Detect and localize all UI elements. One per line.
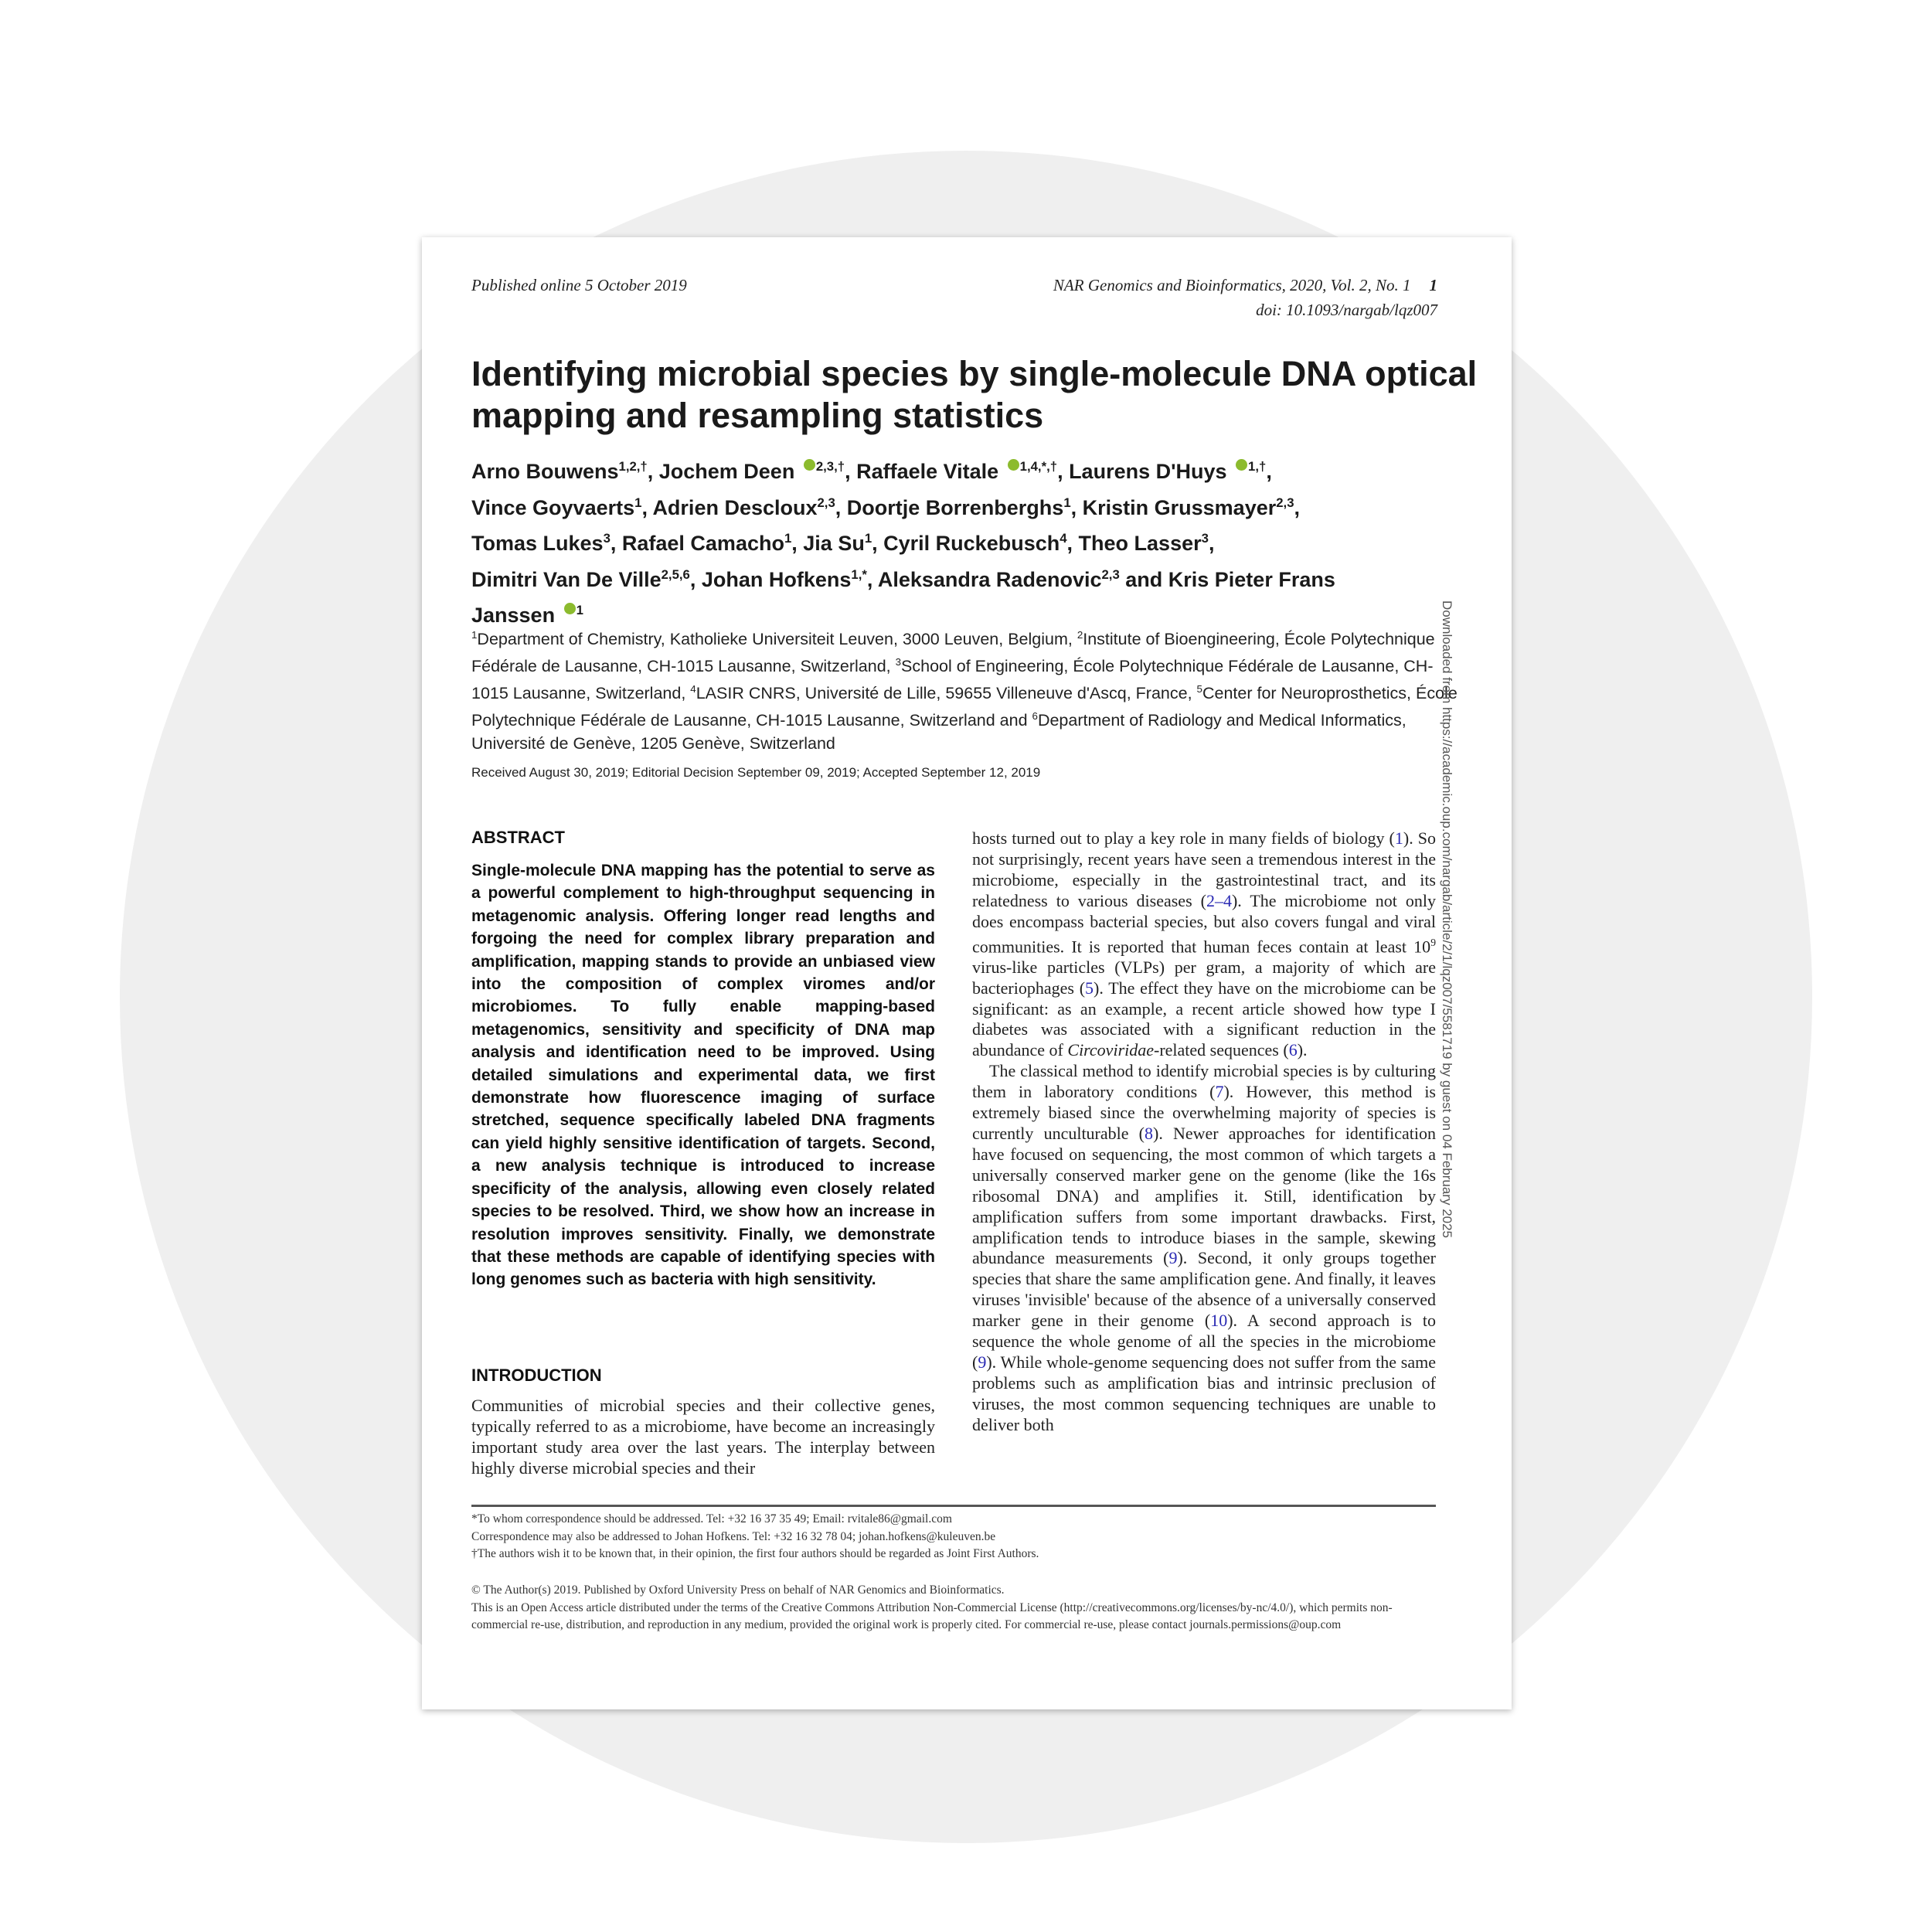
introduction-text: Communities of microbial species and their collective genes, typically referred to as a microbiome, have become an increasingly important study area over the last years. The interplay between highly diverse microbial species and their [471, 1396, 935, 1478]
introduction-heading: INTRODUCTION [471, 1366, 602, 1385]
author-superscript: 3 [1201, 531, 1209, 546]
author-name: , Jochem Deen [647, 460, 801, 483]
orcid-icon[interactable] [1236, 459, 1247, 471]
author-superscript: 1 [1063, 495, 1071, 510]
body-text: ). However, this method is extremely biased since the overwhelming majority of species is currently unculturable ( [972, 1082, 1436, 1144]
author-list [471, 451, 1468, 631]
affiliation-text: School of Engineering, École Polytechnique Fédérale de Lausanne, CH-1015 Lausanne, Switzerland, [471, 657, 1434, 703]
reference-link[interactable]: 2–4 [1206, 890, 1232, 910]
author-name: , Johan Hofkens [689, 567, 852, 591]
body-text: hosts turned out to play a key role in many fields of biology ( [972, 828, 1395, 848]
body-text: ). So not surprisingly, recent years have seen a tremendous interest in the microbiome, especially in the gastrointestinal tract, and its relatedness to various diseases ( [972, 828, 1437, 910]
body-paragraph [972, 1061, 1436, 1435]
body-paragraph [972, 828, 1436, 1061]
author-name: and Kris Pieter Frans [1119, 567, 1335, 591]
page-number: 1 [1429, 276, 1437, 294]
reference-link[interactable]: 8 [1145, 1124, 1154, 1144]
author-superscript: 1 [634, 495, 642, 510]
author-name: , Jia Su [791, 532, 865, 555]
affiliation-number: 1 [471, 629, 478, 641]
journal-citation [1053, 276, 1437, 295]
orcid-icon[interactable] [1008, 459, 1019, 471]
author-separator: , [1266, 460, 1272, 483]
abstract-heading: ABSTRACT [471, 828, 565, 847]
author-name: , Laurens D'Huys [1057, 460, 1233, 483]
footnote-rule [471, 1505, 1436, 1507]
paper-page [422, 237, 1512, 1709]
author-name: Vince Goyvaerts [471, 495, 635, 519]
published-date: Published online 5 October 2019 [471, 276, 687, 294]
orcid-icon[interactable] [564, 603, 576, 614]
author-name: , Raffaele Vitale [845, 460, 1005, 483]
author-name: , Theo Lasser [1066, 532, 1202, 555]
reference-link[interactable]: 9 [978, 1352, 987, 1372]
author-superscript: 2,3 [1101, 566, 1120, 582]
author-name: , Aleksandra Radenovic [866, 567, 1102, 591]
body-text: ). Newer approaches for identification have focused on sequencing, the most common of which targets a universally conserved marker gene on the genome (like the 16s ribosomal DNA) and amplifies it. Still, identification by amplification suffers from some important drawbacks. First, amplification tends to introduce biases in the sample, skewing abundance measurements ( [972, 1124, 1436, 1268]
journal-name: NAR Genomics and Bioinformatics, 2020, Vol. 2, No. 1 [1053, 276, 1411, 294]
orcid-icon[interactable] [804, 459, 815, 471]
affiliation-number: 2 [1077, 629, 1083, 641]
author-separator: , [1208, 532, 1215, 555]
paper-title: Identifying microbial species by single-molecule DNA optical mapping and resampling statistics [471, 354, 1478, 435]
affiliation-number: 6 [1032, 710, 1038, 723]
author-superscript: 1,* [851, 566, 867, 582]
reference-link[interactable]: 5 [1085, 978, 1094, 998]
author-superscript: 3 [603, 531, 611, 546]
reference-link[interactable]: 7 [1215, 1082, 1224, 1102]
copyright-text: © The Author(s) 2019. Published by Oxford University Press on behalf of NAR Genomics and Bioinformatics. [471, 1583, 1005, 1597]
author-superscript: 1 [784, 531, 792, 546]
reference-link[interactable]: 1 [1394, 828, 1403, 848]
author-name: Janssen [471, 604, 561, 627]
affiliation-number: 5 [1196, 683, 1202, 696]
author-name: Dimitri Van De Ville [471, 567, 662, 591]
affiliation-text: Department of Chemistry, Katholieke Universiteit Leuven, 3000 Leuven, Belgium, [477, 630, 1077, 649]
body-text: virus-like particles (VLPs) per gram, a majority of which are bacteriophages ( [972, 957, 1436, 998]
author-name: , Adrien Descloux [641, 495, 818, 519]
author-superscript: 2,3 [817, 495, 835, 510]
received-dates: Received August 30, 2019; Editorial Decision September 09, 2019; Accepted September 12, 2019 [471, 765, 1041, 780]
author-superscript: 1,2,† [618, 459, 648, 474]
author-line [471, 451, 1468, 488]
footnote: †The authors wish it to be known that, in their opinion, the first four authors should be regarded as Joint First Authors. [471, 1547, 1039, 1560]
doi: doi: 10.1093/nargab/lqz007 [1256, 301, 1437, 319]
body-text: ). The effect they have on the microbiome can be significant: as an example, a recent article showed how type I diabetes was associated with a significant reduction in the abundance of [972, 978, 1436, 1060]
exponent: 9 [1430, 936, 1436, 948]
body-text: ). While whole-genome sequencing does not suffer from the same problems such as amplification bias and intrinsic preclusion of viruses, the most common sequencing techniques are unable to deliver both [972, 1352, 1436, 1434]
author-superscript: 2,5,6 [661, 566, 690, 582]
reference-link[interactable]: 10 [1210, 1311, 1228, 1331]
author-superscript: 1 [576, 603, 583, 617]
author-name: Arno Bouwens [471, 460, 619, 483]
body-column-right [972, 828, 1436, 1436]
body-text: ). Second, it only groups together species that share the same amplification gene. And finally, it leaves viruses 'invisible' because of the absence of a universally conserved marker gene in their genome ( [972, 1248, 1436, 1331]
author-name: Tomas Lukes [471, 532, 604, 555]
affiliation-number: 4 [690, 683, 696, 696]
author-line [471, 488, 1468, 524]
footnote: Correspondence may also be addressed to Johan Hofkens. Tel: +32 16 32 78 04; johan.hofkens@kuleuven.be [471, 1529, 996, 1543]
author-name: , Rafael Camacho [610, 532, 784, 555]
license-text: This is an Open Access article distributed under the terms of the Creative Commons Attribution Non-Commercial License (http://creativecommons.org/licenses/by-nc/4.0/), which permits non-commercial re-use, distribution, and reproduction in any medium, provided the original work is properly cited. For commercial re-use, please contact journals.permissions@oup.com [471, 1600, 1393, 1631]
body-text: -related sequences ( [1154, 1040, 1289, 1060]
affiliation-text: Center for Neuroprosthetics, École Polytechnique Fédérale de Lausanne, CH-1015 Lausanne, Switzerland and [471, 684, 1458, 730]
author-name: , Kristin Grussmayer [1070, 495, 1277, 519]
author-superscript: 1,† [1248, 459, 1267, 474]
affiliation-text: Department of Radiology and Medical Informatics, Université de Genève, 1205 Genève, Switzerland [471, 711, 1406, 753]
author-superscript: 2,3 [1276, 495, 1294, 510]
author-name: , Cyril Ruckebusch [872, 532, 1060, 555]
body-text: ). The microbiome not only does encompass bacterial species, but also covers fungal and viral communities. It is reported that human feces contain at least 10 [972, 890, 1436, 956]
author-line [471, 523, 1468, 560]
author-superscript: 1 [864, 531, 872, 546]
affiliations [471, 624, 1470, 755]
copyright-notice [471, 1582, 1445, 1634]
author-superscript: 2,3,† [815, 459, 845, 474]
author-superscript: 4 [1060, 531, 1067, 546]
body-text: The classical method to identify microbial species is by culturing them in laboratory conditions ( [972, 1061, 1436, 1102]
affiliation-text: LASIR CNRS, Université de Lille, 59655 Villeneuve d'Ascq, France, [696, 684, 1197, 703]
body-text: ). A second approach is to sequence the whole genome of all the species in the microbiome ( [972, 1311, 1436, 1372]
reference-link[interactable]: 9 [1168, 1248, 1178, 1268]
species-name: Circoviridae [1067, 1040, 1155, 1060]
footnote: *To whom correspondence should be addressed. Tel: +32 16 37 35 49; Email: rvitale86@gmail.com [471, 1512, 952, 1526]
abstract-text: Single-molecule DNA mapping has the potential to serve as a powerful complement to high-throughput sequencing in metagenomic analysis. Offering longer read lengths and forgoing the need for complex library preparation and amplification, mapping stands to provide an unbiased view into the composition of complex viromes and/or microbiomes. To fully enable mapping-based metagenomics, sensitivity and specificity of DNA map analysis and identification need to be improved. Using detailed simulations and experimental data, we first demonstrate how fluorescence imaging of surface stretched, sequence specifically labeled DNA fragments can yield highly sensitive identification of targets. Second, a new analysis technique is introduced to increase specificity of the analysis, allowing even closely related species to be resolved. Third, we show how an increase in resolution improves sensitivity. Finally, we demonstrate that these methods are capable of identifying species with long genomes such as bacteria with high sensitivity. [471, 862, 935, 1289]
author-line [471, 560, 1468, 596]
affiliation-text: Institute of Bioengineering, École Polytechnique Fédérale de Lausanne, CH-1015 Lausanne, Switzerland, [471, 630, 1435, 676]
download-watermark: Downloaded from https://academic.oup.com/nargab/article/2/1/lqz007/5581719 by guest on 04 February 2025 [1440, 600, 1454, 1239]
reference-link[interactable]: 6 [1288, 1040, 1298, 1060]
affiliation-number: 3 [895, 656, 902, 668]
author-separator: , [1294, 495, 1301, 519]
author-name: , Doortje Borrenberghs [835, 495, 1064, 519]
author-superscript: 1,4,*,† [1019, 459, 1058, 474]
body-text: ). [1297, 1040, 1308, 1060]
footnotes [471, 1511, 1445, 1563]
